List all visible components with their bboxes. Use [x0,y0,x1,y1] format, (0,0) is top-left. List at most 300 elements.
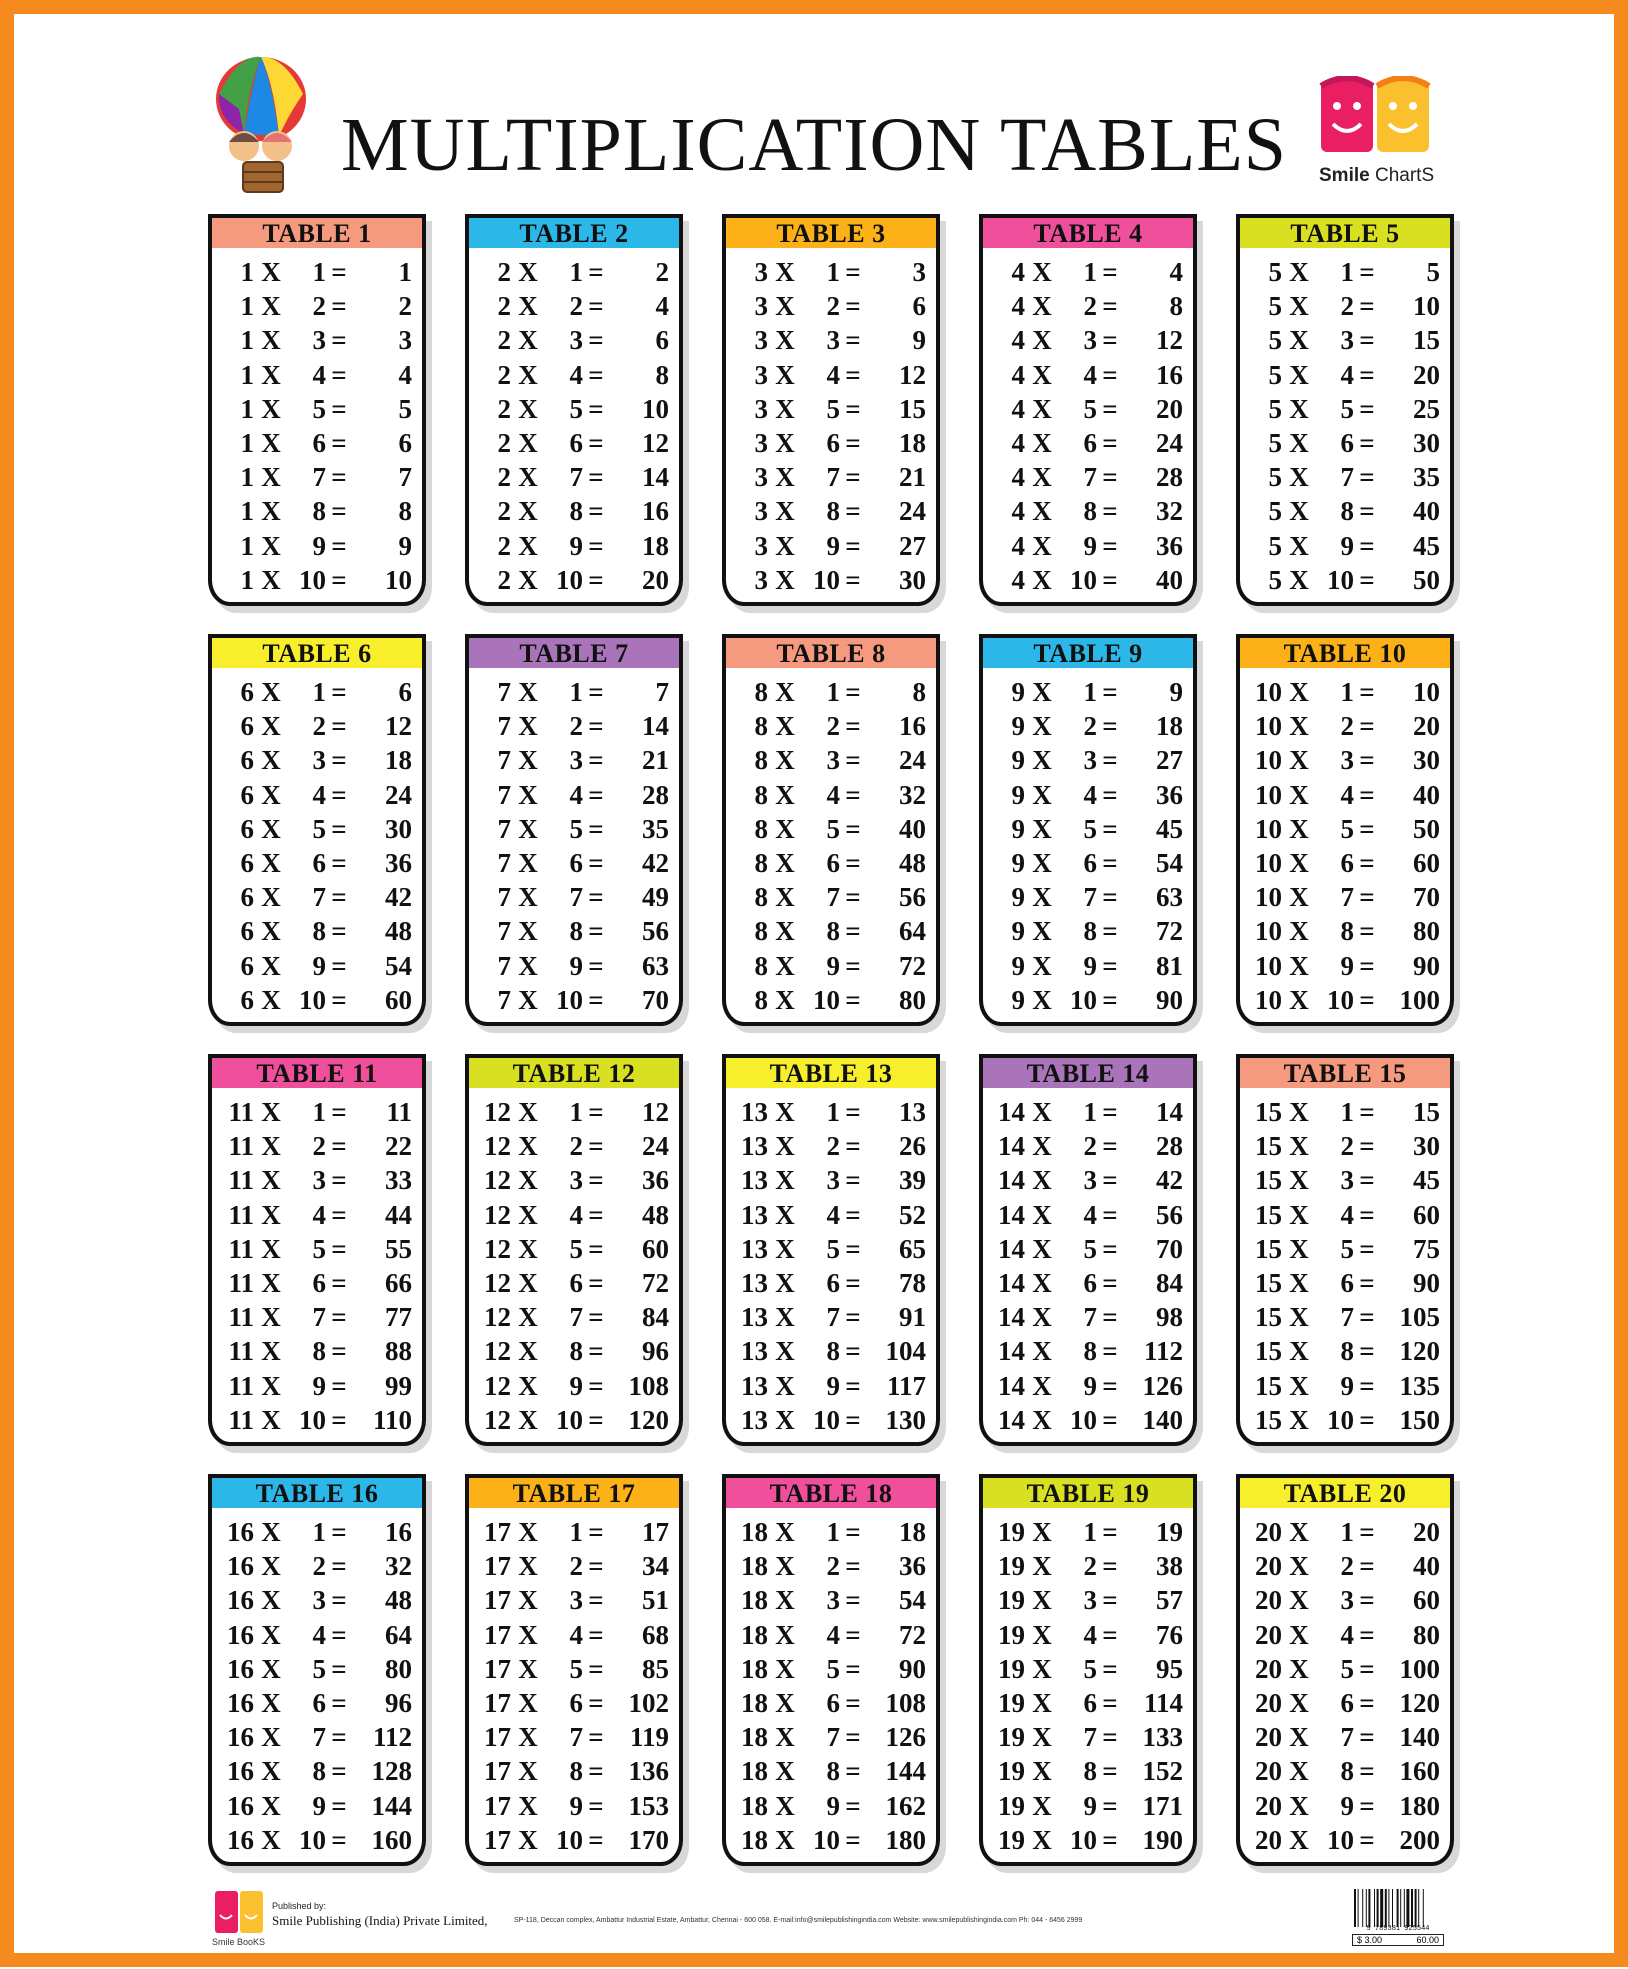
equals-sign: = [1359,530,1375,561]
table-row [469,780,679,814]
product: 170 [628,1824,669,1855]
table-row [983,1654,1193,1688]
product: 153 [628,1790,669,1821]
multiplicand: 8 [754,984,768,1015]
multiplier: 10 [1070,984,1097,1015]
product: 120 [628,1404,669,1435]
multiplier: 3 [826,745,840,776]
equals-sign: = [588,496,604,527]
equals-sign: = [588,1199,604,1230]
multiplier: 4 [569,1619,583,1650]
times-sign: X [518,462,538,493]
multiplier: 1 [1340,1097,1354,1127]
table-row [1240,745,1450,779]
times-sign: X [518,882,538,913]
equals-sign: = [845,291,861,322]
multiplier: 9 [1340,950,1354,981]
equals-sign: = [588,1233,604,1264]
product: 24 [899,745,926,776]
times-sign: X [1032,1722,1052,1753]
equals-sign: = [1359,1302,1375,1333]
multiplier: 4 [1083,1199,1097,1230]
multiplier: 3 [312,745,326,776]
multiplicand: 7 [497,882,511,913]
equals-sign: = [845,1687,861,1718]
equals-sign: = [1359,1687,1375,1718]
equals-sign: = [845,1336,861,1367]
equals-sign: = [331,496,347,527]
product: 190 [1142,1824,1183,1855]
multiplicand: 16 [227,1824,254,1855]
table-row [726,1268,936,1302]
equals-sign: = [845,1267,861,1298]
equals-sign: = [845,779,861,810]
multiplicand: 16 [227,1517,254,1547]
multiplicand: 13 [741,1097,768,1127]
times-sign: X [1032,984,1052,1015]
multiplier: 1 [1340,257,1354,287]
multiplier: 8 [826,1756,840,1787]
multiplier: 3 [569,1585,583,1616]
table-row [469,1688,679,1722]
table-heading: TABLE 18 [726,1478,936,1511]
table-row [1240,360,1450,394]
multiplicand: 18 [741,1756,768,1787]
equals-sign: = [331,325,347,356]
multiplier: 2 [1083,1551,1097,1582]
multiplier: 9 [1340,1370,1354,1401]
multiplier: 3 [312,1585,326,1616]
product: 30 [385,813,412,844]
times-sign: X [1032,1585,1052,1616]
product: 20 [642,564,669,595]
multiplier: 1 [569,1097,583,1127]
multiplier: 7 [826,882,840,913]
multiplier: 5 [569,393,583,424]
multiplicand: 16 [227,1585,254,1616]
product: 18 [642,530,669,561]
product: 64 [899,916,926,947]
times-sign: X [1289,496,1309,527]
multiplicand: 12 [484,1131,511,1162]
table-heading: TABLE 6 [212,638,422,671]
multiplier: 9 [826,1790,840,1821]
equals-sign: = [1359,564,1375,595]
multiplier: 4 [1340,779,1354,810]
equals-sign: = [331,1790,347,1821]
equals-sign: = [331,1687,347,1718]
multiplicand: 7 [497,779,511,810]
equals-sign: = [331,1131,347,1162]
table-heading: TABLE 2 [469,218,679,251]
times-sign: X [1289,1302,1309,1333]
table-row [1240,1234,1450,1268]
product: 200 [1399,1824,1440,1855]
multiplicand: 14 [998,1404,1025,1435]
equals-sign: = [1102,847,1118,878]
multiplier: 5 [312,1653,326,1684]
multiplier: 8 [312,1336,326,1367]
poster-title: MULTIPLICATION TABLES [341,103,1287,187]
table-row [1240,496,1450,530]
table-row [212,1234,422,1268]
times-sign: X [518,847,538,878]
equals-sign: = [1102,1824,1118,1855]
product: 102 [628,1687,669,1718]
multiplier: 10 [299,1824,326,1855]
times-sign: X [1289,1097,1309,1127]
equals-sign: = [1102,1756,1118,1787]
equals-sign: = [1359,916,1375,947]
product: 9 [398,530,412,561]
equals-sign: = [331,1267,347,1298]
multiplicand: 5 [1268,393,1282,424]
times-sign: X [518,711,538,742]
times-sign: X [518,1517,538,1547]
table-row [983,745,1193,779]
table-row [212,394,422,428]
product: 80 [899,984,926,1015]
table-row [983,1722,1193,1756]
table-row [1240,1825,1450,1859]
equals-sign: = [588,462,604,493]
table-row [1240,1302,1450,1336]
equals-sign: = [1102,359,1118,390]
multiplier: 9 [826,1370,840,1401]
times-sign: X [775,393,795,424]
product: 180 [885,1824,926,1855]
table-row [726,1791,936,1825]
product: 45 [1413,1165,1440,1196]
table-row [212,1688,422,1722]
times-sign: X [1032,813,1052,844]
times-sign: X [775,1267,795,1298]
product: 12 [899,359,926,390]
product: 11 [386,1097,412,1127]
multiplicand: 9 [1011,950,1025,981]
multiplicand: 11 [228,1131,254,1162]
footer-logo-text: Smile BooKS [212,1937,266,1947]
multiplicand: 19 [998,1722,1025,1753]
times-sign: X [518,813,538,844]
multiplicand: 13 [741,1302,768,1333]
multiplicand: 1 [240,393,254,424]
multiplier: 9 [1083,1790,1097,1821]
multiplier: 6 [1083,427,1097,458]
equals-sign: = [1102,1370,1118,1401]
table-row [469,360,679,394]
times-sign: X [1289,393,1309,424]
multiplier: 10 [1070,564,1097,595]
multiplicand: 12 [484,1404,511,1435]
multiplier: 5 [826,393,840,424]
multiplicand: 8 [754,813,768,844]
multiplicand: 4 [1011,359,1025,390]
multiplicand: 8 [754,779,768,810]
equals-sign: = [1102,677,1118,707]
multiplier: 10 [813,1404,840,1435]
times-sign: X [1289,1585,1309,1616]
multiplicand: 17 [484,1551,511,1582]
product: 104 [885,1336,926,1367]
times-sign: X [775,1404,795,1435]
product: 72 [899,1619,926,1650]
equals-sign: = [588,950,604,981]
table-card [208,634,426,1026]
equals-sign: = [1359,711,1375,742]
multiplicand: 2 [497,530,511,561]
multiplicand: 19 [998,1756,1025,1787]
multiplicand: 20 [1255,1756,1282,1787]
table-heading: TABLE 19 [983,1478,1193,1511]
table-row [212,1756,422,1790]
multiplicand: 11 [228,1199,254,1230]
multiplier: 10 [1327,564,1354,595]
equals-sign: = [1102,1790,1118,1821]
product: 60 [1413,847,1440,878]
table-row [1240,1551,1450,1585]
multiplicand: 17 [484,1687,511,1718]
table-row [983,462,1193,496]
times-sign: X [1289,530,1309,561]
multiplicand: 10 [1255,847,1282,878]
table-row [1240,291,1450,325]
multiplier: 8 [569,1756,583,1787]
equals-sign: = [331,1097,347,1127]
table-row [469,711,679,745]
table-row [983,1688,1193,1722]
product: 80 [1413,916,1440,947]
equals-sign: = [845,1619,861,1650]
times-sign: X [261,393,281,424]
table-row [1240,565,1450,599]
table-row [469,1722,679,1756]
product: 33 [385,1165,412,1196]
equals-sign: = [1359,1756,1375,1787]
table-row [1240,325,1450,359]
table-heading: TABLE 4 [983,218,1193,251]
product: 126 [1142,1370,1183,1401]
table-row [726,677,936,711]
product: 140 [1399,1722,1440,1753]
multiplier: 1 [1340,1517,1354,1547]
multiplier: 3 [1083,1165,1097,1196]
product: 75 [1413,1233,1440,1264]
table-row [212,1097,422,1131]
multiplicand: 6 [240,711,254,742]
equals-sign: = [845,1131,861,1162]
multiplicand: 18 [741,1824,768,1855]
equals-sign: = [588,1790,604,1821]
product: 14 [1156,1097,1183,1127]
times-sign: X [518,1370,538,1401]
times-sign: X [1032,745,1052,776]
equals-sign: = [1359,496,1375,527]
times-sign: X [1032,1517,1052,1547]
multiplicand: 3 [754,393,768,424]
equals-sign: = [588,1756,604,1787]
multiplicand: 8 [754,950,768,981]
times-sign: X [261,847,281,878]
equals-sign: = [1102,950,1118,981]
equals-sign: = [1359,462,1375,493]
equals-sign: = [845,462,861,493]
multiplicand: 12 [484,1097,511,1127]
multiplicand: 4 [1011,564,1025,595]
multiplier: 2 [312,711,326,742]
times-sign: X [261,1790,281,1821]
product: 14 [642,711,669,742]
multiplicand: 7 [497,677,511,707]
multiplier: 9 [569,950,583,981]
table-card [465,634,683,1026]
equals-sign: = [331,359,347,390]
product: 55 [385,1233,412,1264]
times-sign: X [775,711,795,742]
multiplier: 4 [312,359,326,390]
multiplier: 2 [312,1131,326,1162]
equals-sign: = [1359,1165,1375,1196]
times-sign: X [1032,1131,1052,1162]
times-sign: X [775,1336,795,1367]
equals-sign: = [845,1585,861,1616]
equals-sign: = [1359,1370,1375,1401]
multiplier: 7 [1340,882,1354,913]
multiplicand: 8 [754,711,768,742]
product: 72 [1156,916,1183,947]
product: 66 [385,1267,412,1298]
product: 24 [1156,427,1183,458]
equals-sign: = [845,1517,861,1547]
table-row [983,1825,1193,1859]
times-sign: X [775,530,795,561]
multiplier: 3 [1340,745,1354,776]
times-sign: X [1289,1517,1309,1547]
table-row [1240,1688,1450,1722]
table-row [726,1405,936,1439]
product: 88 [385,1336,412,1367]
multiplier: 4 [312,1199,326,1230]
table-row [1240,1097,1450,1131]
product: 54 [385,950,412,981]
product: 12 [642,1097,669,1127]
product: 91 [899,1302,926,1333]
times-sign: X [1289,1687,1309,1718]
price-box [1352,1934,1444,1946]
table-card [465,214,683,606]
times-sign: X [1032,779,1052,810]
table-row [469,882,679,916]
times-sign: X [518,1267,538,1298]
equals-sign: = [331,462,347,493]
table-row [469,1097,679,1131]
table-row [469,565,679,599]
equals-sign: = [331,1165,347,1196]
table-row [469,916,679,950]
times-sign: X [518,1824,538,1855]
times-sign: X [518,496,538,527]
multiplier: 3 [1340,1165,1354,1196]
product: 60 [642,1233,669,1264]
multiplicand: 7 [497,950,511,981]
product: 15 [1413,325,1440,356]
table-row [1240,1620,1450,1654]
table-row [983,882,1193,916]
table-row [726,1517,936,1551]
multiplicand: 2 [497,462,511,493]
table-row [726,1654,936,1688]
times-sign: X [1032,1756,1052,1787]
times-sign: X [1032,393,1052,424]
times-sign: X [261,564,281,595]
times-sign: X [1289,1370,1309,1401]
equals-sign: = [331,1233,347,1264]
product: 96 [385,1687,412,1718]
times-sign: X [518,984,538,1015]
product: 8 [398,496,412,527]
multiplicand: 4 [1011,462,1025,493]
product: 90 [1413,1267,1440,1298]
table-rows [212,1091,422,1439]
product: 114 [1143,1687,1183,1718]
multiplicand: 10 [1255,779,1282,810]
product: 35 [642,813,669,844]
times-sign: X [775,325,795,356]
multiplicand: 9 [1011,779,1025,810]
times-sign: X [775,745,795,776]
multiplicand: 3 [754,427,768,458]
times-sign: X [1289,745,1309,776]
product: 135 [1399,1370,1440,1401]
times-sign: X [1032,950,1052,981]
multiplier: 1 [1083,257,1097,287]
multiplicand: 20 [1255,1517,1282,1547]
multiplier: 7 [1083,462,1097,493]
multiplier: 2 [826,1131,840,1162]
table-row [212,1200,422,1234]
multiplicand: 18 [741,1722,768,1753]
table-row [212,711,422,745]
table-row [212,462,422,496]
equals-sign: = [1359,745,1375,776]
equals-sign: = [331,813,347,844]
equals-sign: = [331,1653,347,1684]
times-sign: X [1289,1722,1309,1753]
table-rows [983,251,1193,599]
product: 160 [371,1824,412,1855]
multiplicand: 16 [227,1756,254,1787]
table-row [469,1165,679,1199]
product: 40 [899,813,926,844]
equals-sign: = [588,1097,604,1127]
table-row [469,1371,679,1405]
times-sign: X [775,1097,795,1127]
product: 70 [642,984,669,1015]
times-sign: X [1289,325,1309,356]
table-row [212,677,422,711]
product: 24 [642,1131,669,1162]
multiplicand: 11 [228,1302,254,1333]
equals-sign: = [1359,1824,1375,1855]
table-heading: TABLE 3 [726,218,936,251]
multiplier: 1 [1083,1517,1097,1547]
multiplier: 4 [1083,779,1097,810]
multiplier: 6 [312,427,326,458]
product: 80 [1413,1619,1440,1650]
multiplicand: 9 [1011,813,1025,844]
equals-sign: = [1102,1336,1118,1367]
product: 18 [899,1517,926,1547]
